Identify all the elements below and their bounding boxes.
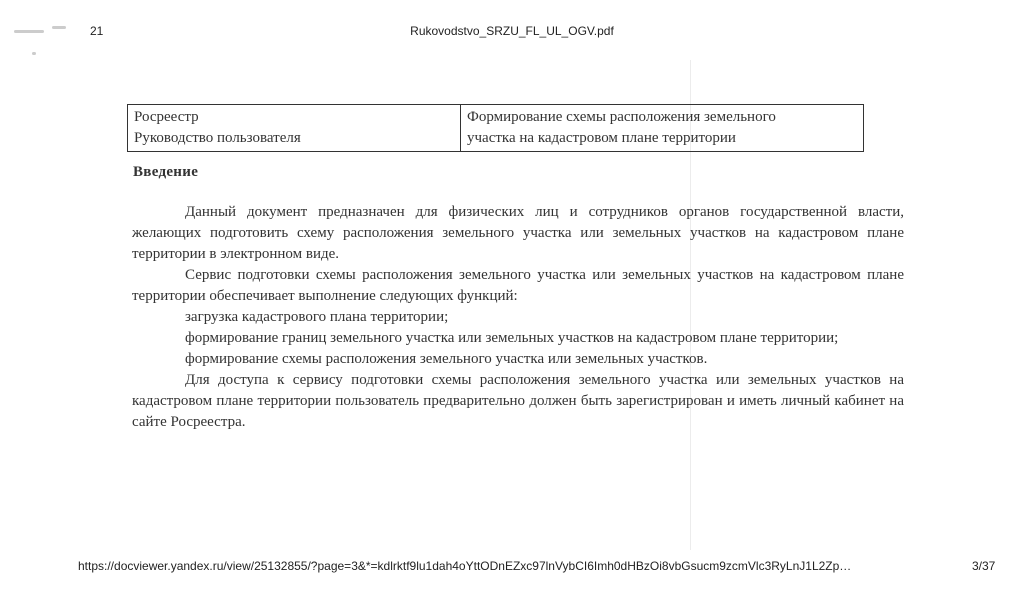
paragraph-3: Для доступа к сервису подготовки схемы расположения земельного участка или земельных участков на кадастровом плане территории пользователь предварительно должен быть зарегистрирован и иметь личный кабинет на сайте Росреестра. — [132, 372, 904, 430]
list-item-3: формирование схемы расположения земельного участка или земельных участков. — [185, 351, 708, 367]
header-org: Росреестр — [134, 109, 199, 125]
header-doc-type: Руководство пользователя — [134, 130, 301, 146]
print-date: 21 — [90, 24, 104, 38]
section-title: Введение — [133, 164, 199, 180]
paragraph-2: Сервис подготовки схемы расположения земельного участка или земельных участков на кадастровом плане территории обеспечивает выполнение следующих функций: — [132, 267, 904, 304]
document-header-table — [127, 104, 864, 152]
list-item-1: загрузка кадастрового плана территории; — [185, 309, 449, 325]
header-right-cell — [461, 105, 864, 152]
print-filename: Rukovodstvo_SRZU_FL_UL_OGV.pdf — [410, 24, 614, 38]
list-item-2: формирование границ земельного участка или земельных участков на кадастровом плане территории; — [185, 330, 839, 346]
print-page-count: 3/37 — [972, 559, 996, 573]
header-left-cell — [128, 105, 461, 152]
body-text — [132, 202, 904, 433]
print-url: https://docviewer.yandex.ru/view/25132855/?page=3&*=kdlrktf9lu1dah4oYttODnEZxc97lnVybCI6Imh0dHBzOi8vbGsucm9zcmVlc3RyLnJ1L2Zp… — [78, 559, 852, 573]
scan-artifact — [32, 52, 36, 55]
paragraph-1: Данный документ предназначен для физических лиц и сотрудников органов государственной власти, желающих подготовить схему расположения земельного участка или земельных участков на кадастровом плане территории в электронном виде. — [132, 204, 904, 262]
header-title-line1: Формирование схемы расположения земельного — [467, 109, 776, 125]
header-title-line2: участка на кадастровом плане территории — [467, 130, 736, 146]
